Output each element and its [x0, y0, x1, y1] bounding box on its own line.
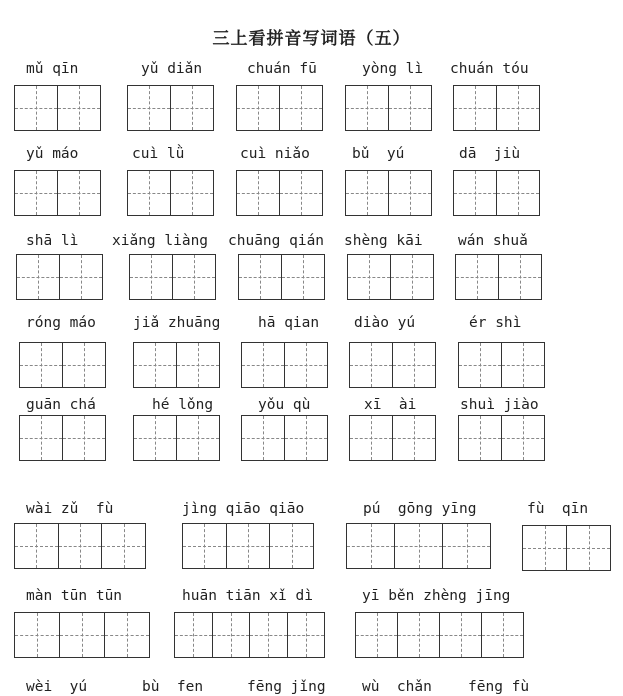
- grid-cell: [250, 613, 288, 657]
- writing-grid[interactable]: [19, 342, 106, 388]
- writing-grid[interactable]: [236, 170, 323, 216]
- grid-cell: [237, 86, 280, 130]
- grid-cell: [102, 524, 145, 568]
- grid-cell: [285, 416, 327, 460]
- pinyin-label: fēng fù: [468, 679, 530, 695]
- grid-cell: [499, 255, 541, 299]
- grid-cell: [15, 171, 58, 215]
- grid-cell: [63, 416, 105, 460]
- grid-cell: [128, 86, 171, 130]
- grid-cell: [389, 86, 431, 130]
- pinyin-label: fēng jǐng: [247, 679, 326, 695]
- pinyin-label: wù chǎn: [362, 679, 432, 695]
- grid-cell: [523, 526, 567, 570]
- grid-cell: [242, 343, 285, 387]
- pinyin-label: bù fen: [142, 679, 204, 695]
- pinyin-label: wèi yú: [26, 679, 88, 695]
- writing-grid[interactable]: [241, 342, 328, 388]
- grid-cell: [346, 86, 389, 130]
- writing-grid[interactable]: [453, 170, 540, 216]
- grid-cell: [270, 524, 313, 568]
- grid-cell: [60, 613, 105, 657]
- writing-grid[interactable]: [14, 85, 101, 131]
- grid-cell: [346, 171, 389, 215]
- writing-grid[interactable]: [14, 170, 101, 216]
- grid-cell: [280, 86, 322, 130]
- grid-cell: [350, 416, 393, 460]
- grid-cell: [177, 416, 219, 460]
- grid-cell: [183, 524, 227, 568]
- pinyin-label: huān tiān xǐ dì: [182, 588, 313, 604]
- pinyin-label: guān chá: [26, 397, 96, 413]
- pinyin-label: fù qīn: [527, 501, 589, 517]
- pinyin-label: shā lì: [26, 233, 79, 249]
- grid-cell: [175, 613, 213, 657]
- grid-cell: [59, 524, 103, 568]
- writing-grid[interactable]: [236, 85, 323, 131]
- grid-cell: [443, 524, 490, 568]
- pinyin-label: ér shì: [469, 315, 522, 331]
- grid-cell: [502, 343, 544, 387]
- grid-cell: [177, 343, 219, 387]
- grid-cell: [285, 343, 327, 387]
- grid-cell: [239, 255, 282, 299]
- writing-grid[interactable]: [458, 415, 545, 461]
- grid-cell: [58, 171, 100, 215]
- grid-cell: [456, 255, 499, 299]
- writing-grid[interactable]: [14, 523, 146, 569]
- grid-cell: [395, 524, 443, 568]
- pinyin-label: yǒu qù: [258, 397, 311, 413]
- pinyin-label: yòng lì: [362, 61, 424, 77]
- grid-cell: [459, 343, 502, 387]
- grid-cell: [20, 343, 63, 387]
- grid-cell: [237, 171, 280, 215]
- writing-grid[interactable]: [453, 85, 540, 131]
- pinyin-label: hā qian: [258, 315, 320, 331]
- grid-cell: [280, 171, 322, 215]
- grid-cell: [171, 86, 213, 130]
- pinyin-label: shèng kāi: [344, 233, 423, 249]
- grid-cell: [173, 255, 215, 299]
- pinyin-label: yī běn zhèng jīng: [362, 588, 511, 604]
- grid-cell: [348, 255, 391, 299]
- pinyin-label: xī ài: [364, 397, 417, 413]
- grid-cell: [393, 416, 435, 460]
- writing-grid[interactable]: [455, 254, 542, 300]
- writing-grid[interactable]: [133, 342, 220, 388]
- writing-grid[interactable]: [16, 254, 103, 300]
- pinyin-label: dā jiù: [459, 146, 521, 162]
- pinyin-label: chuán tóu: [450, 61, 529, 77]
- grid-cell: [288, 613, 325, 657]
- pinyin-label: bǔ yú: [352, 146, 405, 162]
- grid-cell: [502, 416, 544, 460]
- grid-cell: [15, 613, 60, 657]
- grid-cell: [440, 613, 482, 657]
- grid-cell: [134, 343, 177, 387]
- grid-cell: [242, 416, 285, 460]
- writing-grid[interactable]: [349, 415, 436, 461]
- writing-grid[interactable]: [522, 525, 611, 571]
- writing-grid[interactable]: [127, 170, 214, 216]
- writing-grid[interactable]: [182, 523, 314, 569]
- writing-grid[interactable]: [129, 254, 216, 300]
- pinyin-label: cuì niǎo: [240, 146, 310, 162]
- grid-cell: [105, 613, 149, 657]
- grid-cell: [398, 613, 440, 657]
- grid-cell: [389, 171, 431, 215]
- grid-cell: [15, 524, 59, 568]
- writing-grid[interactable]: [458, 342, 545, 388]
- grid-cell: [17, 255, 60, 299]
- grid-cell: [60, 255, 102, 299]
- page-title: 三上看拼音写词语（五）: [212, 29, 411, 49]
- writing-grid[interactable]: [346, 523, 491, 569]
- pinyin-label: jiǎ zhuāng: [133, 315, 221, 331]
- grid-cell: [227, 524, 271, 568]
- pinyin-label: mǔ qīn: [26, 61, 79, 77]
- pinyin-label: xiǎng liàng: [112, 233, 209, 249]
- pinyin-label: pú gōng yīng: [363, 501, 477, 517]
- pinyin-label: wài zǔ fù: [26, 501, 114, 517]
- grid-cell: [567, 526, 610, 570]
- grid-cell: [497, 86, 539, 130]
- pinyin-label: yǔ máo: [26, 146, 79, 162]
- pinyin-label: diào yú: [354, 315, 416, 331]
- grid-cell: [128, 171, 171, 215]
- grid-cell: [282, 255, 324, 299]
- writing-grid[interactable]: [133, 415, 220, 461]
- grid-cell: [63, 343, 105, 387]
- pinyin-label: yǔ diǎn: [141, 61, 203, 77]
- pinyin-label: chuán fū: [247, 61, 317, 77]
- writing-grid[interactable]: [345, 170, 432, 216]
- grid-cell: [454, 171, 497, 215]
- grid-cell: [393, 343, 435, 387]
- grid-cell: [130, 255, 173, 299]
- grid-cell: [213, 613, 251, 657]
- grid-cell: [459, 416, 502, 460]
- grid-cell: [356, 613, 398, 657]
- grid-cell: [497, 171, 539, 215]
- writing-grid[interactable]: [238, 254, 325, 300]
- pinyin-label: róng máo: [26, 315, 96, 331]
- grid-cell: [391, 255, 433, 299]
- writing-grid[interactable]: [174, 612, 325, 658]
- writing-grid[interactable]: [355, 612, 524, 658]
- writing-grid[interactable]: [127, 85, 214, 131]
- grid-cell: [58, 86, 100, 130]
- pinyin-label: màn tūn tūn: [26, 588, 123, 604]
- pinyin-label: chuāng qián: [228, 233, 325, 249]
- writing-grid[interactable]: [347, 254, 434, 300]
- writing-grid[interactable]: [14, 612, 150, 658]
- grid-cell: [347, 524, 395, 568]
- grid-cell: [454, 86, 497, 130]
- pinyin-label: shuì jiào: [460, 397, 539, 413]
- grid-cell: [20, 416, 63, 460]
- grid-cell: [482, 613, 523, 657]
- grid-cell: [134, 416, 177, 460]
- grid-cell: [15, 86, 58, 130]
- grid-cell: [171, 171, 213, 215]
- writing-grid[interactable]: [19, 415, 106, 461]
- pinyin-label: hé lǒng: [152, 397, 214, 413]
- writing-grid[interactable]: [349, 342, 436, 388]
- pinyin-label: wán shuǎ: [458, 233, 528, 249]
- pinyin-label: jìng qiāo qiāo: [182, 501, 305, 517]
- grid-cell: [350, 343, 393, 387]
- writing-grid[interactable]: [241, 415, 328, 461]
- pinyin-label: cuì lǜ: [132, 146, 185, 162]
- writing-grid[interactable]: [345, 85, 432, 131]
